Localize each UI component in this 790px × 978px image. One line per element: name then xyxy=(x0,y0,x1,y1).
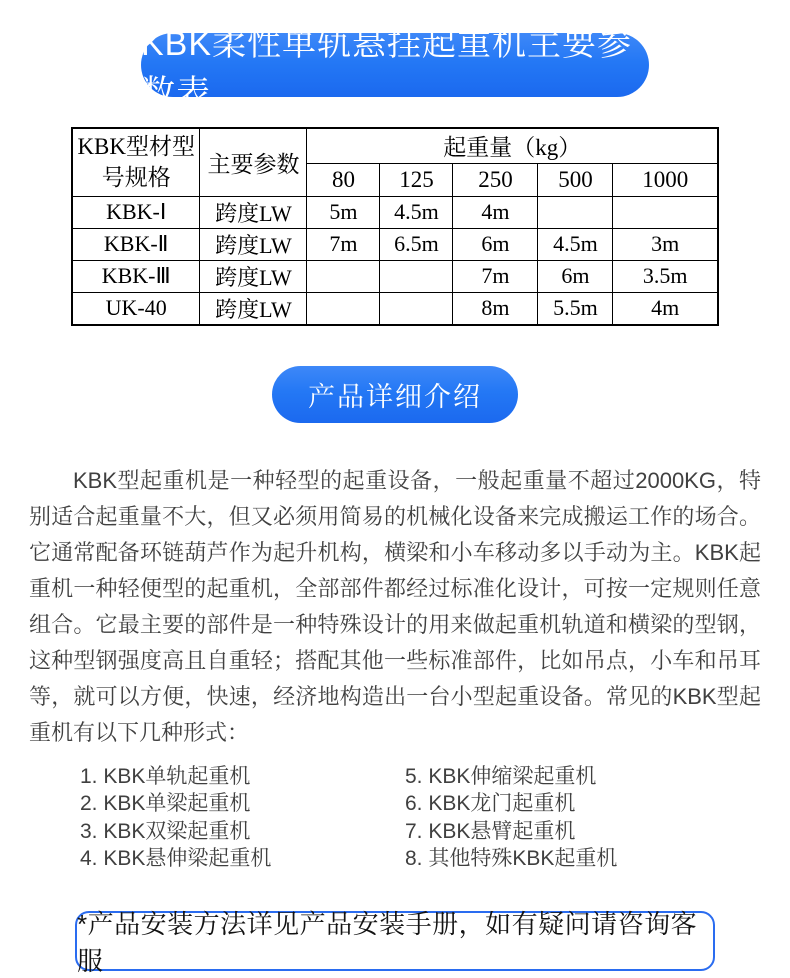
cell-param: 跨度LW xyxy=(200,260,307,292)
header-capacity-1000: 1000 xyxy=(613,163,718,196)
cell-value xyxy=(380,292,453,325)
crane-type-item: 6. KBK龙门起重机 xyxy=(405,792,576,815)
cell-value: 6.5m xyxy=(380,228,453,260)
header-capacity-group: 起重量（kg） xyxy=(307,128,718,163)
table-row-kbk-1 xyxy=(72,196,718,228)
intro-paragraph: KBK型起重机是一种轻型的起重设备，一般起重量不超过2000KG，特别适合起重量不大，但又必须用简易的机械化设备来完成搬运工作的场合。它通常配备环链葫芦作为起升机构，横梁和小车移动多以手动为主。KBK起重机一种轻便型的起重机，全部部件都经过标准化设计，可按一定规则任意组合。它最主要的部件是一种特殊设计的用来做起重机轨道和横梁的型钢，这种型钢强度高且自重轻；搭配其他一些标准部件，比如吊点，小车和吊耳等，就可以方便，快速，经济地构造出一台小型起重设备。常见的KBK型起重机有以下几种形式： xyxy=(29,467,761,745)
table-row-kbk-2 xyxy=(72,228,718,260)
product-detail-page xyxy=(0,25,790,976)
cell-model: KBK-Ⅱ xyxy=(72,228,200,260)
title-banner xyxy=(141,25,649,112)
cell-value xyxy=(380,260,453,292)
cell-model: KBK-Ⅲ xyxy=(72,260,200,292)
crane-type-item: 1. KBK单轨起重机 xyxy=(80,764,251,788)
cell-value: 5.5m xyxy=(538,292,613,325)
product-intro-header-label: 产品详细介绍 xyxy=(308,381,482,412)
cell-value: 4.5m xyxy=(380,196,453,228)
cell-value xyxy=(538,196,613,228)
crane-type-lists xyxy=(80,763,790,873)
crane-type-item: 7. KBK悬臂起重机 xyxy=(405,819,576,843)
cell-param: 跨度LW xyxy=(200,196,307,228)
crane-type-list-left xyxy=(80,763,405,873)
cell-value: 4m xyxy=(613,292,718,325)
crane-type-item: 8. 其他特殊KBK起重机 xyxy=(405,847,618,870)
header-model-spec-line2: 号规格 xyxy=(101,165,171,191)
crane-type-item: 2. KBK单梁起重机 xyxy=(80,792,251,815)
table-row-kbk-3 xyxy=(72,260,718,292)
cell-value xyxy=(307,260,380,292)
params-table xyxy=(71,127,719,326)
header-capacity-250: 250 xyxy=(453,163,538,196)
installation-note-box xyxy=(75,908,715,976)
header-main-param: 主要参数 xyxy=(200,128,307,196)
header-model-spec xyxy=(72,128,200,196)
cell-value: 5m xyxy=(307,196,380,228)
table-header-row-1 xyxy=(72,128,718,163)
crane-type-item: 3. KBK双梁起重机 xyxy=(80,819,251,843)
installation-note-text: *产品安装方法详见产品安装手册，如有疑问请咨询客服 xyxy=(77,908,698,976)
cell-value: 6m xyxy=(538,260,613,292)
cell-value: 6m xyxy=(453,228,538,260)
product-intro-header xyxy=(272,366,518,423)
header-model-spec-line1: KBK型材型 xyxy=(77,134,195,160)
header-capacity-80: 80 xyxy=(307,163,380,196)
crane-type-list-right xyxy=(405,763,617,873)
cell-value: 4m xyxy=(453,196,538,228)
cell-value: 4.5m xyxy=(538,228,613,260)
cell-param: 跨度LW xyxy=(200,228,307,260)
cell-param: 跨度LW xyxy=(200,292,307,325)
cell-value xyxy=(307,292,380,325)
header-capacity-125: 125 xyxy=(380,163,453,196)
cell-value: 8m xyxy=(453,292,538,325)
cell-value: 7m xyxy=(307,228,380,260)
page-title: KBK柔性单轨悬挂起重机主要参数表 xyxy=(141,25,633,112)
crane-type-item: 5. KBK伸缩梁起重机 xyxy=(405,764,597,788)
cell-model: KBK-Ⅰ xyxy=(72,196,200,228)
cell-value: 7m xyxy=(453,260,538,292)
cell-value xyxy=(613,196,718,228)
cell-model: UK-40 xyxy=(72,292,200,325)
table-row-uk-40 xyxy=(72,292,718,325)
header-capacity-500: 500 xyxy=(538,163,613,196)
cell-value: 3.5m xyxy=(613,260,718,292)
cell-value: 3m xyxy=(613,228,718,260)
crane-type-item: 4. KBK悬伸梁起重机 xyxy=(80,847,272,870)
